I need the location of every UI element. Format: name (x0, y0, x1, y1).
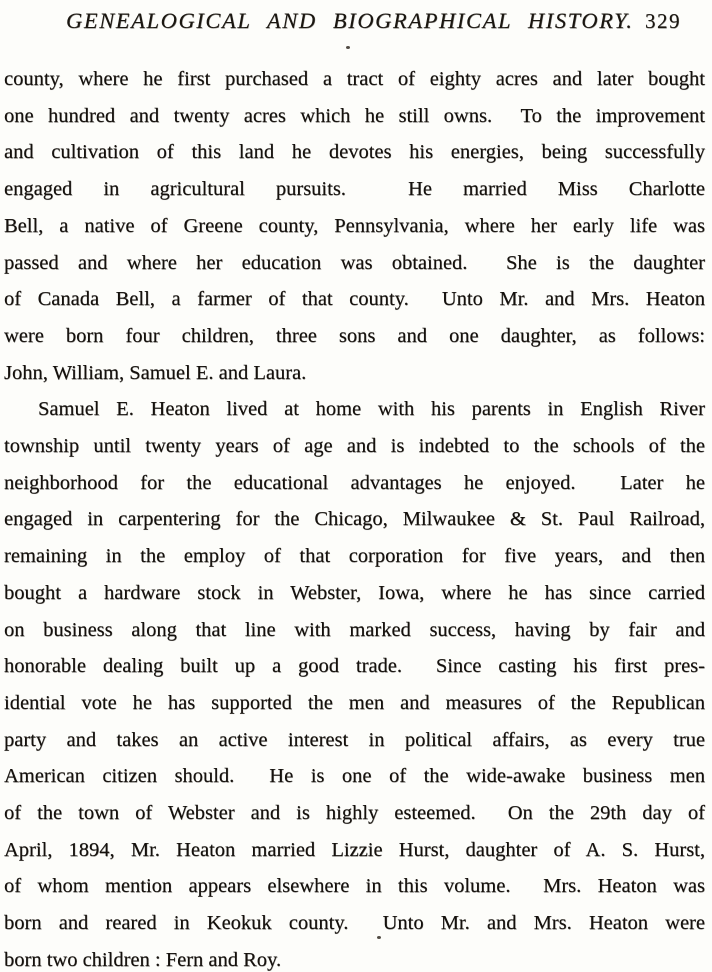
text-line: engaged in carpentering for the Chicago, Milwaukee & St. Paul Railroad, (4, 508, 705, 531)
text-line: engaged in agricultural pursuits. He married Miss Charlotte (4, 178, 705, 201)
text-line: neighborhood for the educational advantages he enjoyed. Later he (4, 471, 705, 494)
text-line: were born four children, three sons and one daughter, as follows: (4, 324, 705, 347)
text-line: honorable dealing built up a good trade. Since casting his first pres- (4, 655, 705, 678)
text-line: April, 1894, Mr. Heaton married Lizzie Hurst, daughter of A. S. Hurst, (4, 838, 705, 861)
running-title: GENEALOGICAL AND BIOGRAPHICAL HISTORY. (66, 8, 634, 33)
text-line: of whom mention appears elsewhere in this volume. Mrs. Heaton was (4, 875, 705, 898)
ink-speck (346, 46, 350, 49)
text-line: of the town of Webster and is highly esteemed. On the 29th day of (4, 802, 705, 825)
text-line: passed and where her education was obtained. She is the daughter (4, 251, 705, 274)
text-line: of Canada Bell, a farmer of that county. Unto Mr. and Mrs. Heaton (4, 288, 705, 311)
text-line: party and takes an active interest in political affairs, as every true (4, 728, 705, 751)
page-header (0, 6, 712, 46)
text-line: Bell, a native of Greene county, Pennsylvania, where her early life was (4, 214, 705, 237)
text-line: John, William, Samuel E. and Laura. (4, 361, 307, 384)
text-line: Samuel E. Heaton lived at home with his parents in English River (38, 398, 705, 421)
page-number: 329 (645, 9, 681, 33)
text-line: township until twenty years of age and is indebted to the schools of the (4, 435, 705, 458)
paragraph (4, 61, 705, 391)
text-line: born and reared in Keokuk county. Unto Mr. and Mrs. Heaton were (4, 912, 705, 935)
text-line: and cultivation of this land he devotes his energies, being successfully (4, 141, 705, 164)
text-line: one hundred and twenty acres which he still owns. To the improvement (4, 104, 705, 127)
text-line: born two children : Fern and Roy. (4, 948, 282, 971)
text-line: on business along that line with marked success, having by fair and (4, 618, 705, 641)
paragraph (4, 391, 705, 972)
text-line: bought a hardware stock in Webster, Iowa, where he has since carried (4, 581, 705, 604)
text-body (4, 61, 705, 972)
text-line: county, where he first purchased a tract of eighty acres and later bought (4, 68, 705, 90)
text-line: idential vote he has supported the men and measures of the Republican (4, 691, 705, 714)
text-line: American citizen should. He is one of the wide-awake business men (4, 765, 705, 788)
text-line: remaining in the employ of that corporation for five years, and then (4, 545, 705, 568)
ink-speck (377, 936, 381, 939)
